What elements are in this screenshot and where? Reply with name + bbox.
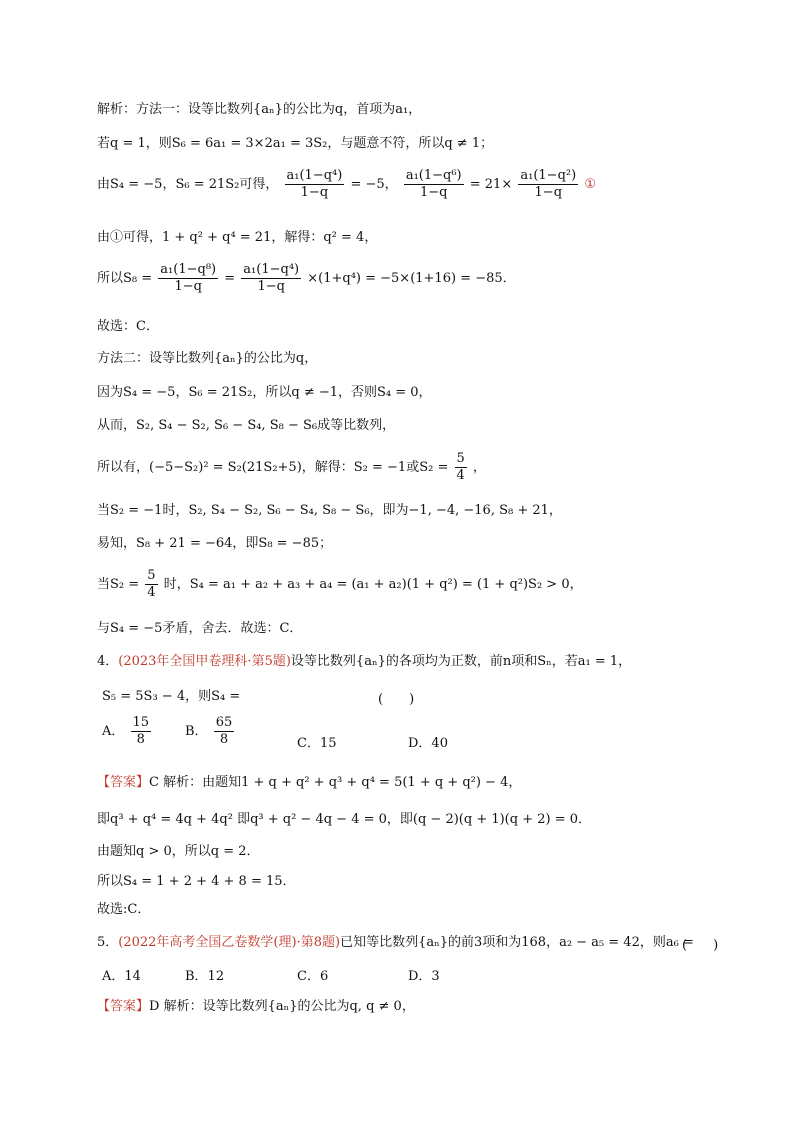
question-4-stem: 4．(2023年全国甲卷理科·第5题)设等比数列{aₙ}的各项均为正数，前n项和Sₙ，若a₁ = 1，: [97, 654, 632, 669]
question-4-option-c: C．15: [297, 736, 337, 751]
answer-tag: 【答案】: [97, 775, 150, 790]
question-5-option-a: A．14: [102, 969, 141, 984]
question-4-answer-blank: ( ): [378, 692, 415, 707]
fraction: $\frac{5}{4}$: [147, 568, 156, 600]
analysis-line-8: 因为S₄ = −5，S₆ = 21S₂，所以q ≠ −1，否则S₄ = 0，: [97, 385, 432, 400]
fraction: $\frac{\text{a₁(1−q⁸)}}{1-q}$: [160, 262, 217, 294]
question-5-option-d: D．3: [408, 969, 440, 984]
question-4-answer-line-5: 故选:C．: [97, 902, 151, 917]
question-5-stem: 5．(2022年高考全国乙卷数学(理)·第8题)已知等比数列{aₙ}的前3项和为168，a₂ − a₅ = 42，则a₆ =: [97, 935, 694, 950]
question-4-answer-line-4: 所以S₄ = 1 + 2 + 4 + 8 = 15．: [97, 874, 296, 889]
analysis-line-7: 方法二：设等比数列{aₙ}的公比为q，: [97, 351, 318, 366]
question-4-option-d: D．40: [408, 736, 448, 751]
fraction: $\frac{\text{a₁(1−q⁶)}}{1-q}$: [405, 168, 462, 200]
question-5-option-c: C．6: [297, 969, 329, 984]
question-4-source: (2023年全国甲卷理科·第5题): [118, 654, 291, 669]
question-4-stem-2: S₅ = 5S₃ − 4，则S₄ =: [102, 689, 241, 704]
question-5-answer-blank: ( ): [682, 938, 719, 953]
question-4-answer-line-2: 即q³ + q⁴ = 4q + 4q² 即q³ + q² − 4q − 4 = 0，即(q − 2)(q + 1)(q + 2) = 0．: [97, 812, 592, 827]
analysis-line-1: 解析：方法一：设等比数列{aₙ}的公比为q，首项为a₁，: [97, 102, 422, 117]
fraction: $\frac{\text{a₁(1−q⁴)}}{1-q}$: [286, 168, 343, 200]
question-5-option-b: B．12: [185, 969, 225, 984]
answer-tag: 【答案】: [97, 999, 150, 1014]
fraction: $\frac{5}{4}$: [456, 451, 465, 483]
analysis-line-14: 与S₄ = −5矛盾，舍去．故选：C．: [97, 621, 303, 636]
analysis-line-5: 所以S₈ = $\frac{\text{a₁(1−q⁸)}}{1-q}$ = $\frac{\text{a₁(1−q⁴)}}{1-q}$ ×(1+q⁴) = −5×(1+16) = −85．: [97, 262, 516, 294]
analysis-line-6: 故选：C．: [97, 319, 159, 334]
fraction: $\frac{65}{8}$: [215, 715, 233, 747]
analysis-line-2: 若q = 1，则S₆ = 6a₁ = 3×2a₁ = 3S₂，与题意不符，所以q ≠ 1；: [97, 136, 494, 151]
analysis-line-4: 由①可得，1 + q² + q⁴ = 21，解得：q² = 4，: [97, 230, 378, 245]
analysis-line-9: 从而，S₂, S₄ − S₂, S₆ − S₄, S₈ − S₆成等比数列，: [97, 418, 396, 433]
question-4-option-a: A． $\frac{15}{8}$: [102, 715, 150, 747]
analysis-line-12: 易知，S₈ + 21 = −64，即S₈ = −85；: [97, 536, 333, 551]
fraction: $\frac{15}{8}$: [132, 715, 150, 747]
analysis-line-13: 当S₂ = $\frac{5}{4}$ 时，S₄ = a₁ + a₂ + a₃ + a₄ = (a₁ + a₂)(1 + q²) = (1 + q²)S₂ > 0，: [97, 568, 583, 600]
analysis-line-3: 由S₄ = −5，S₆ = 21S₂可得， $\frac{\text{a₁(1−q⁴)}}{1-q}$ = −5， $\frac{\text{a₁(1−q⁶)}}{1-q}$ = 21× $\frac{\text{a₁(1−q²)}}{1-q}$ ①: [97, 168, 596, 200]
fraction: $\frac{\text{a₁(1−q⁴)}}{1-q}$: [243, 262, 300, 294]
analysis-line-11: 当S₂ = −1时，S₂, S₄ − S₂, S₆ − S₄, S₈ − S₆，即为−1, −4, −16, S₈ + 21，: [97, 503, 562, 518]
question-5-source: (2022年高考全国乙卷数学(理)·第8题): [118, 935, 341, 950]
question-4-answer-line-3: 由题知q > 0，所以q = 2．: [97, 844, 260, 859]
question-4-answer: 【答案】C 解析：由题知1 + q + q² + q³ + q⁴ = 5(1 + q + q²) − 4，: [97, 775, 522, 790]
question-4-option-b: B． $\frac{65}{8}$: [185, 715, 233, 747]
circled-one-mark: ①: [584, 177, 596, 192]
analysis-line-10: 所以有，(−5−S₂)² = S₂(21S₂+5)，解得：S₂ = −1或S₂ = $\frac{5}{4}$ ，: [97, 451, 486, 483]
fraction: $\frac{\text{a₁(1−q²)}}{1-q}$: [520, 168, 577, 200]
question-5-answer: 【答案】D 解析：设等比数列{aₙ}的公比为q, q ≠ 0，: [97, 999, 415, 1014]
